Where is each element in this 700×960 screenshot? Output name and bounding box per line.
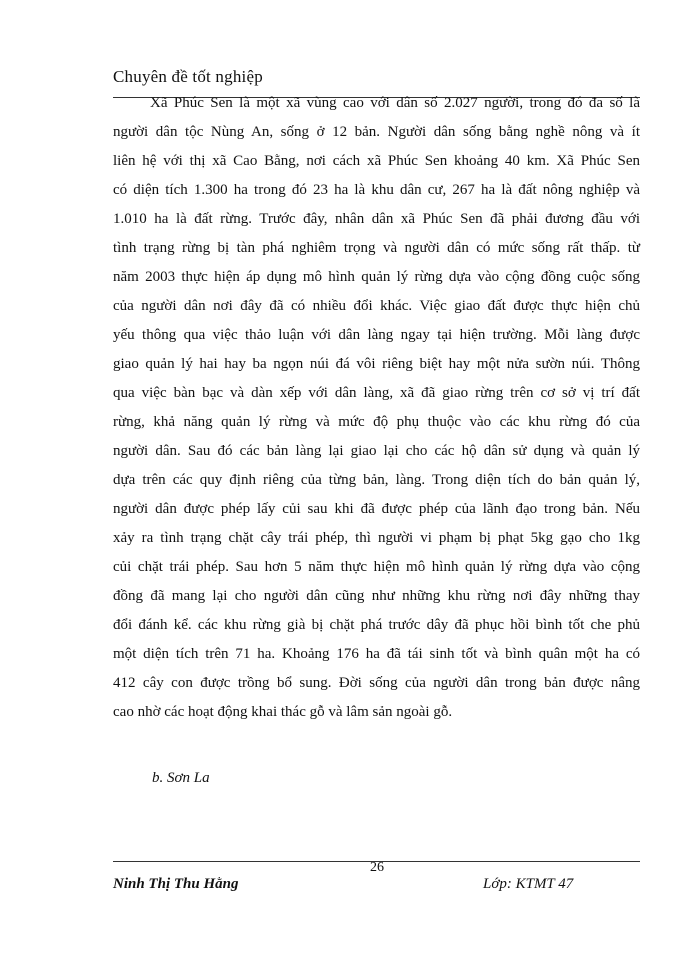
text-line: qua việc bàn bạc và dàn xếp với dân làng, xã đã giao rừng trên cơ sở vị trí đất	[113, 385, 640, 401]
text-line: dựa trên các quy định riêng của từng bản, làng. Trong diện tích do bản quản lý,	[113, 472, 640, 488]
text-line: người dân. Sau đó các bản làng lại giao lại cho các hộ dân sử dụng và quản lý	[113, 443, 640, 459]
text-line: đồng đã mang lại cho người dân cũng như những khu rừng nơi đây những thay	[113, 588, 640, 604]
text-line: người dân được phép lấy củi sau khi đã được phép của lãnh đạo trong bản. Nếu	[113, 501, 640, 517]
text-line: 412 cây con được trồng bổ sung. Đời sống của người dân trong bản được nâng	[113, 675, 640, 691]
page-header	[113, 67, 638, 87]
text-line: có diện tích 1.300 ha trong đó 23 ha là khu dân cư, 267 ha là đất nông nghiệp và	[113, 182, 640, 198]
text-line: tình trạng rừng bị tàn phá nghiêm trọng và người dân có mức sống rất thấp. từ	[113, 240, 640, 256]
text-line: của người dân nơi đây đã có nhiều đổi khác. Việc giao đất được thực hiện chủ	[113, 298, 640, 314]
page-number: 26	[370, 860, 384, 875]
text-line: Xã Phúc Sen là một xã vùng cao với dân số 2.027 người, trong đó đa số là	[150, 95, 640, 111]
paragraph	[113, 89, 640, 727]
text-line: giao quản lý hai hay ba ngọn núi đá vôi riêng biệt hay một nửa sườn núi. Thông	[113, 356, 640, 372]
text-line: củi chặt trái phép. Sau hơn 5 năm thực hiện mô hình quản lý rừng dựa vào cộng	[113, 559, 640, 575]
text-line: yếu thông qua việc thảo luận với dân làng ngay tại hiện trường. Mỗi làng được	[113, 327, 640, 343]
text-line: rừng, khả năng quản lý rừng và mức độ phụ thuộc vào các khu rừng đó của	[113, 414, 640, 430]
section-subheading: b. Sơn La	[152, 770, 210, 786]
author-name: Ninh Thị Thu Hằng	[113, 876, 239, 892]
text-line: người dân tộc Nùng An, sống ở 12 bản. Người dân sống bằng nghề nông và ít	[113, 124, 640, 140]
text-line: đổi đánh kể. các khu rừng già bị chặt phá trước dây đã phục hồi bình tốt che phủ	[113, 617, 640, 633]
text-line: một diện tích trên 71 ha. Khoảng 176 ha đã tái sinh tốt và bình quân một ha có	[113, 646, 640, 662]
text-line: năm 2003 thực hiện áp dụng mô hình quản lý rừng dựa vào cộng đồng cuộc sống	[113, 269, 640, 285]
text-line: xảy ra tình trạng chặt cây trái phép, thì người vi phạm bị phạt 5kg gạo cho 1kg	[113, 530, 640, 546]
text-line: 1.010 ha là đất rừng. Trước đây, nhân dân xã Phúc Sen đã phải đương đầu với	[113, 211, 640, 227]
class-label: Lớp: KTMT 47	[483, 876, 574, 892]
text-line: cao nhờ các hoạt động khai thác gỗ và lâm sản ngoài gỗ.	[113, 704, 453, 720]
text-line: liên hệ với thị xã Cao Bằng, nơi cách xã Phúc Sen khoảng 40 km. Xã Phúc Sen	[113, 153, 640, 169]
page-footer	[113, 860, 640, 900]
document-title: Chuyên đề tốt nghiệp	[113, 67, 263, 86]
document-body	[113, 89, 640, 727]
